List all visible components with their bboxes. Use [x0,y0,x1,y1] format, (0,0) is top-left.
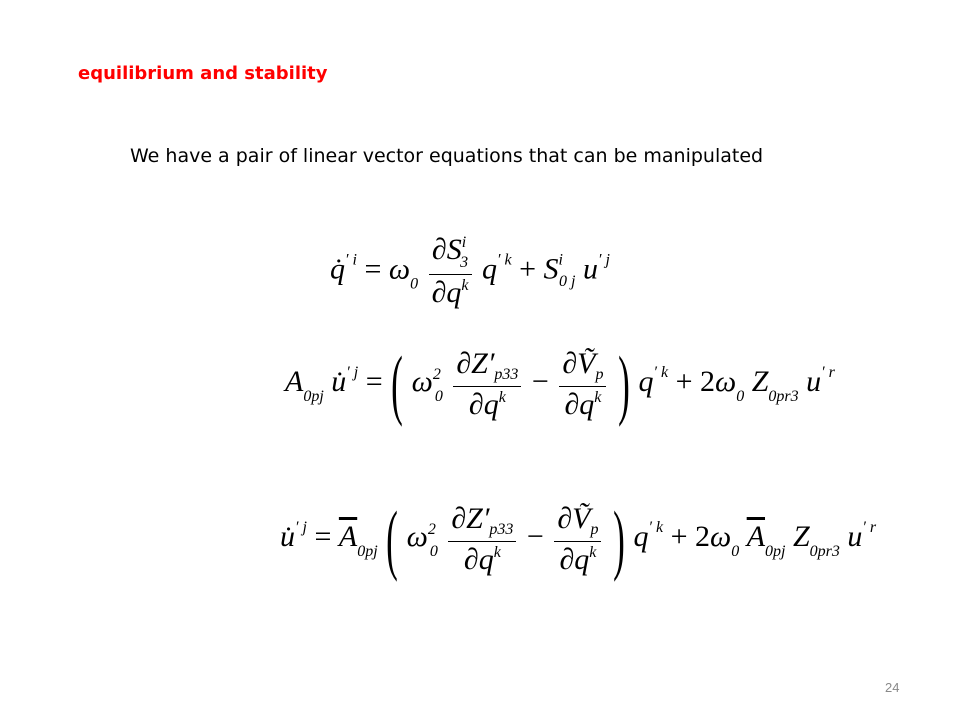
equation-3: u̇$^{' j}$ = $\overline{A}_{0pj}$ ( $\omega^2_0$ $\frac{\partial Z'_{p33}}{\partial q^k}$ − $\frac{\partial Ṽ_p}{\partial q^k}$ ) $q^{' k} + 2\omega_0$ $\overline{A}_{0pj}$ $Z_{0pr3}$ $u^{' r}$ [280,495,877,582]
slide-title: equilibrium and stability [78,63,328,84]
page-number: 24 [885,680,900,695]
slide-body-text: We have a pair of linear vector equations that can be manipulated [130,145,764,167]
equation-1: q̇$^{' i}$ = $\omega_0$ $\frac{\partial S^i_3}{\partial q^k}$ $q^{' k} + S^i_{0 j}$ $u^{' j}$ [330,233,610,309]
equation-2: $A_{0pj}$ u̇$^{' j}$ = ( $\omega^2_0$ $\frac{\partial Z'_{p33}}{\partial q^k}$ − $\frac{\partial Ṽ_p}{\partial q^k}$ ) $q^{' k} + 2\omega_0$ $Z_{0pr3}$ $u^{' r}$ [285,340,835,427]
